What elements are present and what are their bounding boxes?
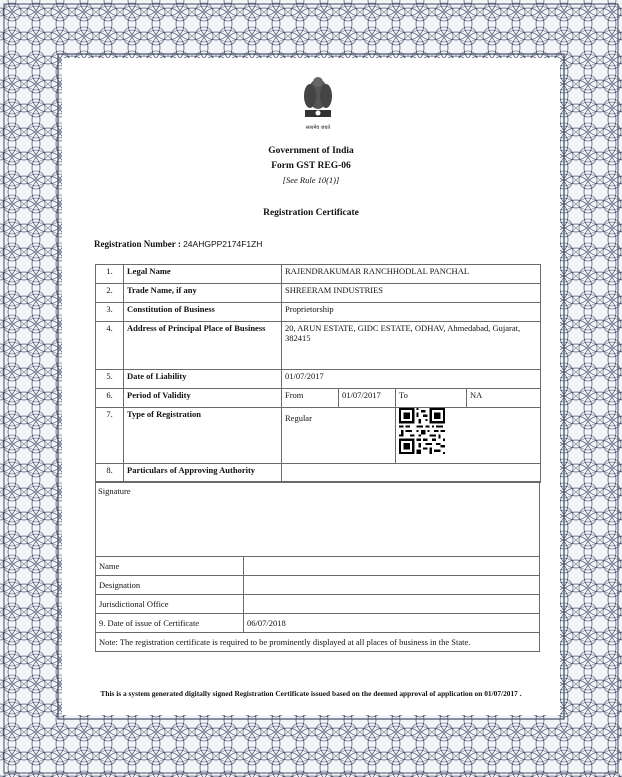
qr-code-icon: [399, 408, 445, 454]
jurisdictional-office-label: Jurisdictional Office: [96, 595, 244, 614]
table-row: [96, 464, 541, 483]
signature-label: Signature: [98, 486, 131, 496]
period-of-validity-label: Period of Validity: [124, 389, 282, 408]
validity-from-label: From: [282, 389, 339, 408]
address-label: Address of Principal Place of Business: [124, 322, 282, 370]
row-number: 6.: [96, 389, 124, 408]
jurisdictional-office-value: [244, 595, 540, 614]
form-title: Form GST REG-06: [271, 161, 351, 171]
qr-cell: [396, 408, 541, 464]
name-value: [244, 557, 540, 576]
row-number: 3.: [96, 303, 124, 322]
table-row: [96, 284, 541, 303]
type-of-registration-label: Type of Registration: [124, 408, 282, 464]
footer-statement: This is a system generated digitally signed Registration Certificate issued based on the deemed approval of application on 01/07/2017 .: [100, 689, 522, 698]
trade-name-label: Trade Name, if any: [124, 284, 282, 303]
legal-name-value: RAJENDRAKUMAR RANCHHODLAL PANCHAL: [282, 265, 541, 284]
validity-from-value: 01/07/2017: [339, 389, 396, 408]
designation-label: Designation: [96, 576, 244, 595]
legal-name-label: Legal Name: [124, 265, 282, 284]
row-number: 7.: [96, 408, 124, 464]
row-number: 5.: [96, 370, 124, 389]
rule-reference: [See Rule 10(1)]: [282, 175, 340, 185]
approving-authority-label: Particulars of Approving Authority: [124, 464, 282, 483]
table-row: [96, 370, 541, 389]
designation-value: [244, 576, 540, 595]
row-number: 2.: [96, 284, 124, 303]
registration-number-value: 24AHGPP2174F1ZH: [183, 239, 263, 249]
issue-date-value: 06/07/2018: [244, 614, 540, 633]
constitution-label: Constitution of Business: [124, 303, 282, 322]
type-of-registration-value: Regular: [282, 408, 396, 464]
table-row: [96, 557, 540, 576]
trade-name-value: SHREERAM INDUSTRIES: [282, 284, 541, 303]
table-row: [96, 633, 540, 652]
authority-table: [95, 556, 540, 652]
row-number: 4.: [96, 322, 124, 370]
national-emblem-icon: [295, 72, 341, 134]
government-title: Government of India: [268, 146, 354, 156]
table-row: [96, 389, 541, 408]
table-row: [96, 614, 540, 633]
registration-number-label: Registration Number :: [94, 239, 181, 249]
date-of-liability-value: 01/07/2017: [282, 370, 541, 389]
name-label: Name: [96, 557, 244, 576]
table-row: [96, 265, 541, 284]
table-row: [96, 576, 540, 595]
validity-to-value: NA: [467, 389, 541, 408]
display-note: Note: The registration certificate is required to be prominently displayed at all places of business in the State.: [96, 633, 540, 652]
address-value: 20, ARUN ESTATE, GIDC ESTATE, ODHAV, Ahmedabad, Gujarat, 382415: [282, 322, 541, 370]
certificate-title: Registration Certificate: [263, 208, 359, 218]
signature-box: [95, 481, 540, 557]
table-row: [96, 303, 541, 322]
row-number: 8.: [96, 464, 124, 483]
date-of-liability-label: Date of Liability: [124, 370, 282, 389]
validity-to-label: To: [396, 389, 467, 408]
table-row: [96, 408, 541, 464]
table-row: [96, 595, 540, 614]
certificate-table: [95, 264, 541, 483]
constitution-value: Proprietorship: [282, 303, 541, 322]
emblem-motto: सत्यमेव जयते: [305, 125, 331, 131]
table-row: [96, 322, 541, 370]
approving-authority-value: [282, 464, 541, 483]
row-number: 1.: [96, 265, 124, 284]
registration-number: [94, 239, 262, 249]
issue-date-label: 9. Date of issue of Certificate: [96, 614, 244, 633]
